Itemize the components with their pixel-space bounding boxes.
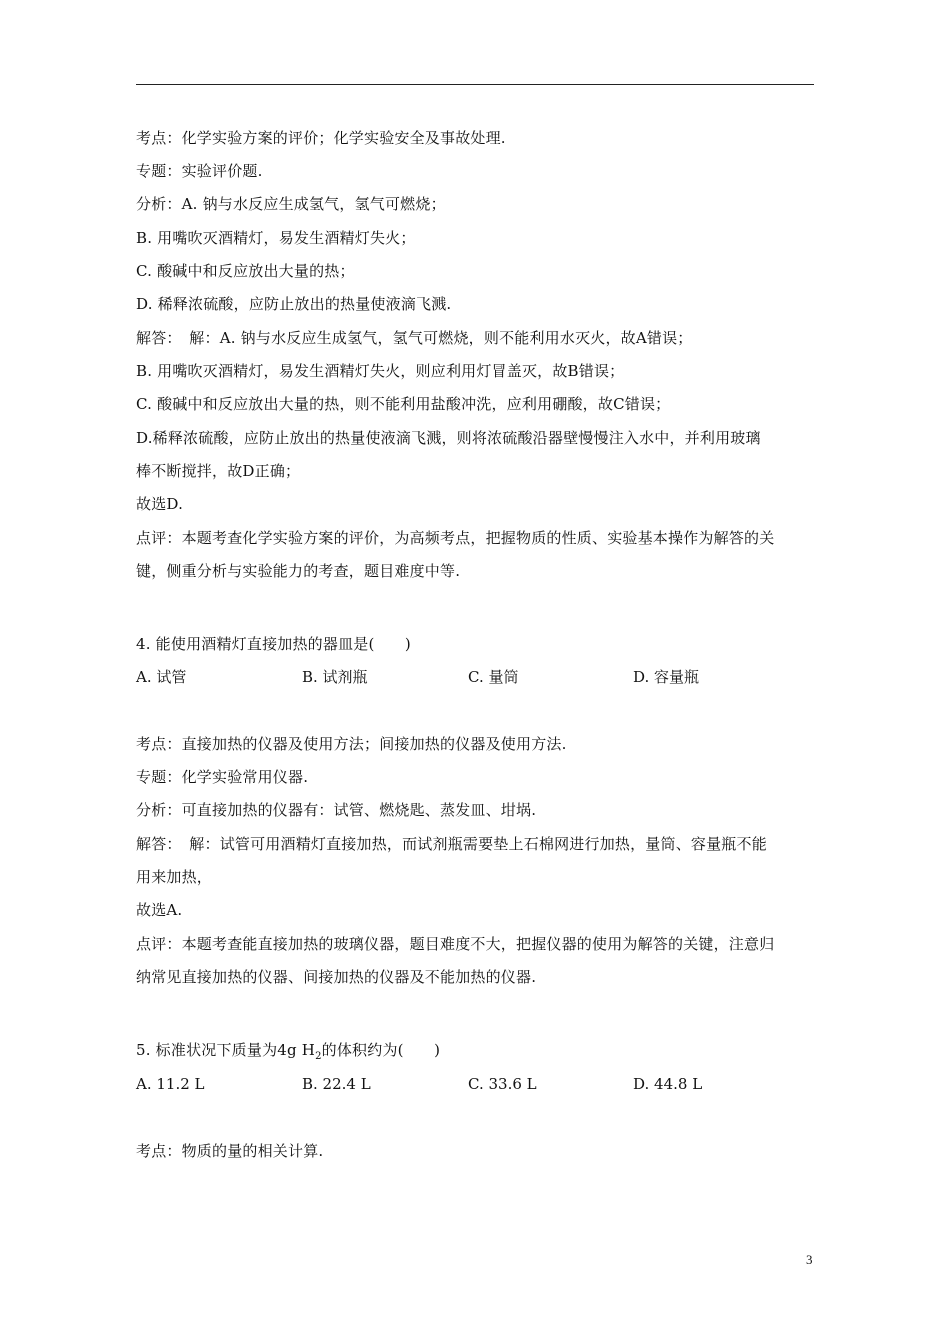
q5-option-c: C. 33.6 L <box>468 1075 537 1093</box>
q3-jieda-line: 解答： 解：A. 钠与水反应生成氢气，氢气可燃烧，则不能利用水灭火，故A错误； <box>136 329 693 347</box>
q4-dianping-line: 点评：本题考查能直接加热的玻璃仪器，题目难度不大，把握仪器的使用为解答的关键，注意归 <box>136 935 775 953</box>
q3-jieda-line: 棒不断搅拌，故D正确； <box>136 462 301 480</box>
q3-fenxi-line: D. 稀释浓硫酸，应防止放出的热量使液滴飞溅. <box>136 295 452 313</box>
q3-kaodian: 考点：化学实验方案的评价；化学实验安全及事故处理. <box>136 129 506 147</box>
q4-kaodian: 考点：直接加热的仪器及使用方法；间接加热的仪器及使用方法. <box>136 735 567 753</box>
q4-option-b: B. 试剂瓶 <box>302 668 368 686</box>
q3-fenxi-line: 分析：A. 钠与水反应生成氢气，氢气可燃烧； <box>136 195 446 213</box>
q3-dianping-line: 键，侧重分析与实验能力的考查，题目难度中等. <box>136 562 461 580</box>
q4-option-d: D. 容量瓶 <box>633 668 700 686</box>
q5-subscript: 2 <box>315 1051 322 1062</box>
q4-answer: 故选A. <box>136 901 183 919</box>
q3-jieda-line: D.稀释浓硫酸，应防止放出的热量使液滴飞溅，则将浓硫酸沿器壁慢慢注入水中，并利用玻璃 <box>136 429 761 447</box>
q5-options <box>136 1074 814 1094</box>
q4-zhuanti: 专题：化学实验常用仪器. <box>136 768 309 786</box>
q4-fenxi: 分析：可直接加热的仪器有：试管、燃烧匙、蒸发皿、坩埚. <box>136 801 537 819</box>
q4-options <box>136 667 814 687</box>
q5-stem <box>136 1040 440 1067</box>
q3-answer: 故选D. <box>136 495 184 513</box>
q5-stem-before: 5. 标准状况下质量为4g H <box>136 1041 316 1059</box>
q5-stem-after: 的体积约为( ) <box>321 1041 441 1059</box>
q4-jieda-line: 解答： 解：试管可用酒精灯直接加热，而试剂瓶需要垫上石棉网进行加热，量筒、容量瓶不能 <box>136 835 767 853</box>
q4-dianping-line: 纳常见直接加热的仪器、间接加热的仪器及不能加热的仪器. <box>136 968 537 986</box>
q3-fenxi-line: B. 用嘴吹灭酒精灯，易发生酒精灯失火； <box>136 229 416 247</box>
q3-dianping-line: 点评：本题考查化学实验方案的评价，为高频考点，把握物质的性质、实验基本操作为解答的关 <box>136 529 775 547</box>
q3-zhuanti: 专题：实验评价题. <box>136 162 263 180</box>
q4-jieda-line: 用来加热， <box>136 868 213 886</box>
q4-stem: 4. 能使用酒精灯直接加热的器皿是( ) <box>136 635 411 653</box>
page-number: 3 <box>806 1252 813 1267</box>
q4-option-a: A. 试管 <box>136 668 187 686</box>
q5-kaodian: 考点：物质的量的相关计算. <box>136 1142 324 1160</box>
q5-option-b: B. 22.4 L <box>302 1075 371 1093</box>
q5-option-a: A. 11.2 L <box>136 1075 205 1093</box>
q3-fenxi-line: C. 酸碱中和反应放出大量的热； <box>136 262 355 280</box>
header-rule <box>136 84 814 85</box>
q5-option-d: D. 44.8 L <box>633 1075 703 1093</box>
q3-jieda-line: C. 酸碱中和反应放出大量的热，则不能利用盐酸冲洗，应利用硼酸，故C错误； <box>136 395 671 413</box>
q3-jieda-line: B. 用嘴吹灭酒精灯，易发生酒精灯失火，则应利用灯冒盖灭，故B错误； <box>136 362 625 380</box>
q4-option-c: C. 量筒 <box>468 668 519 686</box>
